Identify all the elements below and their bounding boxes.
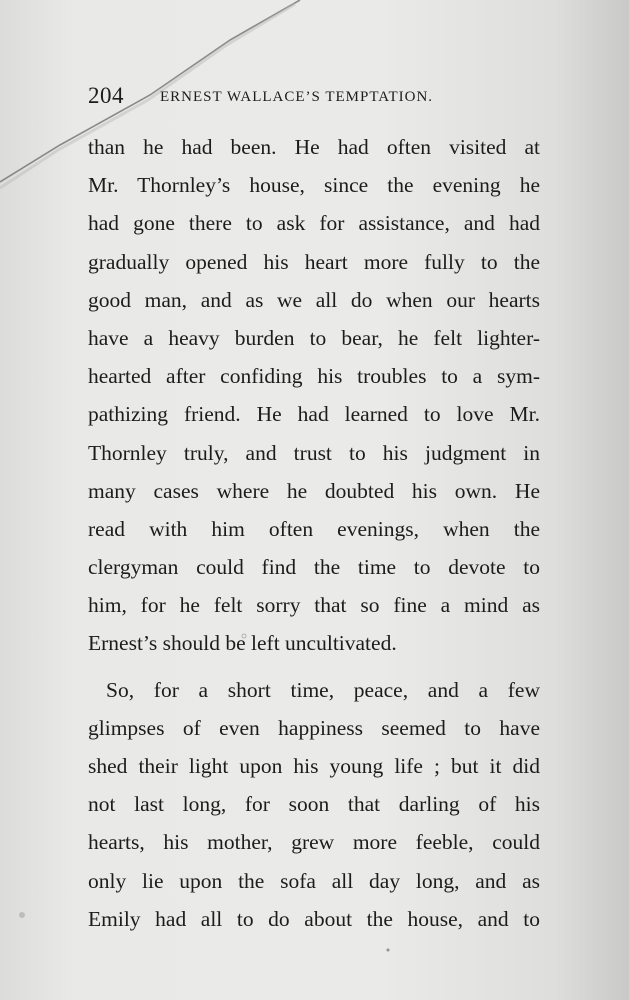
paragraph — [88, 671, 540, 938]
text-line: read with him often evenings, when the — [88, 516, 540, 541]
text-line: So, for a short time, peace, and a few — [106, 677, 540, 702]
text-line: many cases where he doubted his own. He — [88, 478, 540, 503]
text-line: clergyman could find the time to devote to — [88, 555, 540, 580]
text-line: only lie upon the sofa all day long, and as — [88, 868, 540, 893]
body-text — [88, 128, 540, 938]
text-line: than he had been. He had often visited at — [88, 135, 540, 159]
page-number: 204 — [88, 83, 124, 108]
text-line: had gone there to ask for assistance, and had — [88, 211, 540, 236]
text-line: pathizing friend. He had learned to love Mr. — [88, 402, 540, 427]
text-line: hearts, his mother, grew more feeble, could — [88, 830, 540, 855]
paragraph-gap — [88, 663, 540, 671]
running-title: ERNEST WALLACE’S TEMPTATION. — [160, 89, 434, 105]
text-line: hearted after confiding his troubles to a sym- — [88, 364, 540, 389]
text-line: glimpses of even happiness seemed to have — [88, 715, 540, 740]
text-line: Emily had all to do about the house, and to — [88, 906, 540, 931]
text-line: gradually opened his heart more fully to the — [88, 249, 540, 274]
text-line: Ernest’s should be left uncultivated. — [88, 631, 397, 656]
text-line: good man, and as we all do when our hearts — [88, 287, 540, 312]
text-line: him, for he felt sorry that so fine a mind as — [88, 593, 540, 618]
text-line: Mr. Thornley’s house, since the evening he — [88, 173, 540, 198]
paragraph — [88, 128, 540, 663]
text-line: shed their light upon his young life ; but it did — [88, 754, 540, 778]
text-line: have a heavy burden to bear, he felt lighter- — [88, 325, 540, 350]
text-line: not last long, for soon that darling of his — [88, 792, 540, 817]
text-line: Thornley truly, and trust to his judgment in — [88, 440, 540, 465]
running-head — [88, 83, 548, 113]
